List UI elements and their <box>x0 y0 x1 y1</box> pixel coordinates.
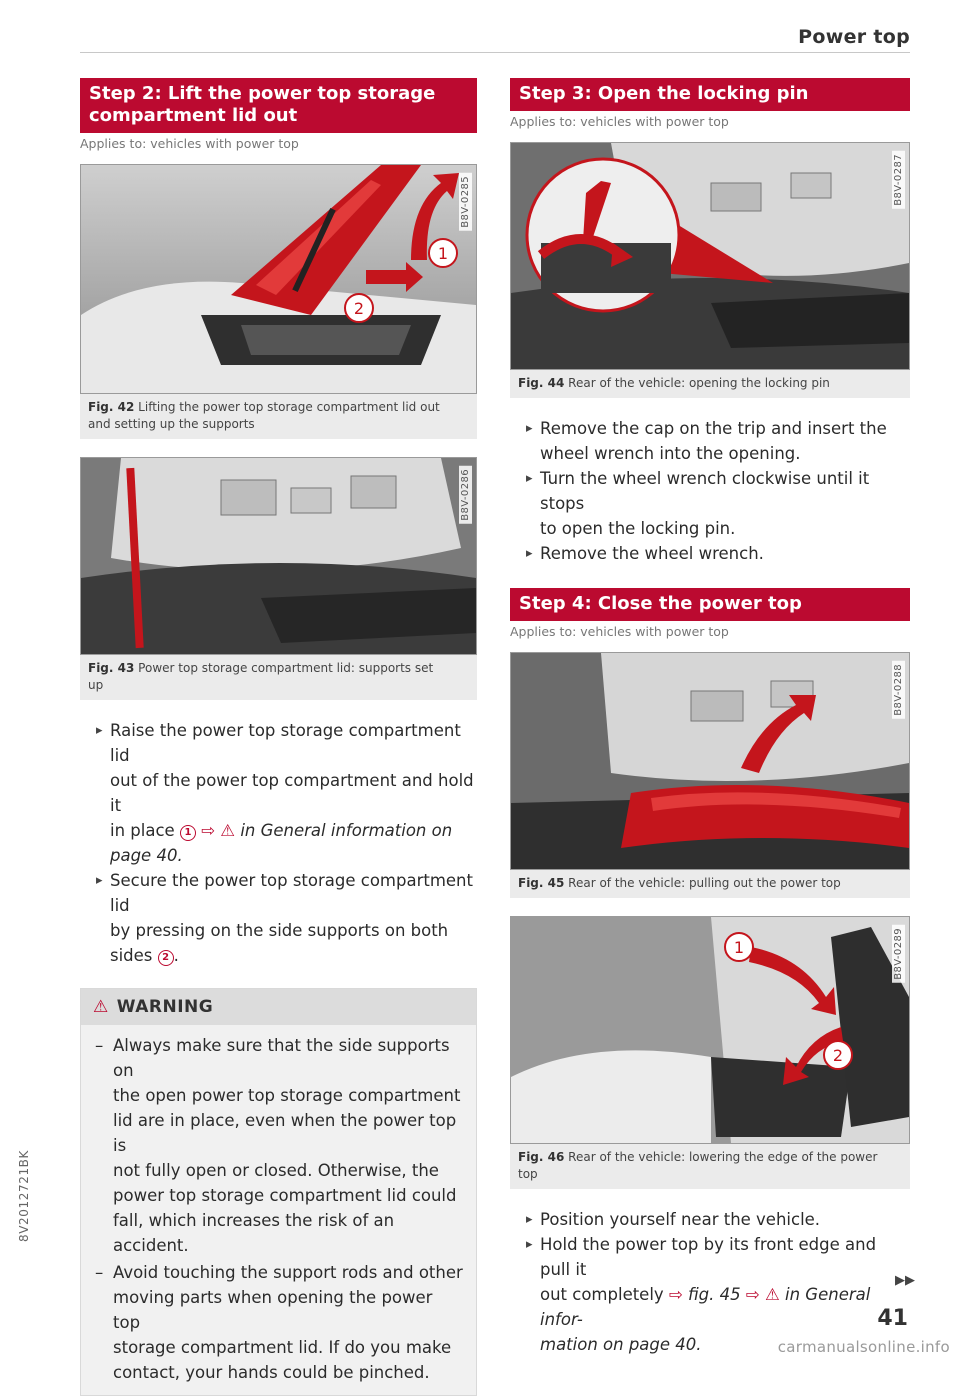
figure-43-image <box>80 457 477 655</box>
warning-1-line2: the open power top storage compartment <box>113 1086 461 1105</box>
fig42-callout-1: 1 <box>437 244 449 263</box>
step2-b1-ref-a[interactable]: in General information on <box>240 821 453 840</box>
warning-2-line2: moving parts when opening the power top <box>113 1288 433 1332</box>
figure-46-text-line1: Rear of the vehicle: lowering the edge of the power <box>568 1150 878 1164</box>
figure-43-code: B8V-0286 <box>459 466 472 524</box>
figure-46-text-line2: top <box>518 1167 538 1181</box>
figure-42-code: B8V-0285 <box>459 173 472 231</box>
figure-46-code: B8V-0289 <box>892 925 905 983</box>
figure-42 <box>80 164 477 439</box>
warning-heading-text: WARNING <box>116 997 214 1017</box>
fig42-callout-2: 2 <box>353 299 365 318</box>
warning-1-line4: not fully open or closed. Otherwise, the <box>113 1161 439 1180</box>
step3-instruction-1 <box>510 416 910 466</box>
step2-b1-ref-b[interactable]: page 40. <box>110 846 183 865</box>
figure-43-illustration <box>81 458 476 654</box>
figure-42-image <box>80 164 477 394</box>
warning-2-line4: contact, your hands could be pinched. <box>113 1363 430 1382</box>
step2-b2-suffix: . <box>173 946 179 965</box>
callout-ref-1: 1 <box>180 825 196 841</box>
figure-45-code: B8V-0288 <box>892 661 905 719</box>
figure-46-illustration <box>511 917 909 1143</box>
warning-triangle-icon: ⚠ <box>220 821 236 840</box>
step3-b3-line1: Remove the wheel wrench. <box>540 544 764 563</box>
figure-45 <box>510 652 910 898</box>
warning-item-2 <box>93 1260 464 1385</box>
figure-44-image <box>510 142 910 370</box>
figure-46-caption <box>510 1144 910 1185</box>
step3-heading: Step 3: Open the locking pin <box>510 78 910 111</box>
step4-b2-ref-b[interactable]: mation on page 40. <box>540 1335 702 1354</box>
fig45-ref-link[interactable]: fig. 45 <box>688 1285 741 1304</box>
step2-b2-line2: by pressing on the side supports on both <box>110 921 449 940</box>
warning-1-line1: Always make sure that the side supports on <box>113 1036 450 1080</box>
step4-instructions <box>510 1207 910 1357</box>
figure-45-illustration <box>511 653 909 869</box>
step2-instruction-2 <box>80 868 477 968</box>
warning-2-line3: storage compartment lid. If do you make <box>113 1338 452 1357</box>
step2-b1-line1: Raise the power top storage compartment lid <box>110 721 461 765</box>
figure-46-image <box>510 916 910 1144</box>
step2-b2-line1: Secure the power top storage compartment lid <box>110 871 473 915</box>
cross-ref-arrow-icon[interactable]: ⇨ <box>201 821 216 840</box>
figure-43 <box>80 457 477 700</box>
step3-b2-line2: to open the locking pin. <box>540 519 736 538</box>
cross-ref-arrow-icon[interactable]: ⇨ <box>745 1285 760 1304</box>
step4-applies: Applies to: vehicles with power top <box>510 624 729 639</box>
figure-44-text: Rear of the vehicle: opening the locking pin <box>568 376 830 390</box>
warning-box <box>80 988 477 1396</box>
warning-1-line3: lid are in place, even when the power top is <box>113 1111 457 1155</box>
step4-b2-ref-a[interactable]: in General infor- <box>540 1285 871 1329</box>
figure-42-illustration <box>81 165 476 393</box>
step2-instructions <box>80 718 477 968</box>
step4-instruction-1 <box>510 1207 910 1232</box>
continue-arrow-icon: ▶▶ <box>895 1273 915 1288</box>
figure-43-text-line2: up <box>88 678 104 692</box>
step3-instructions <box>510 416 910 566</box>
cross-ref-arrow-icon[interactable]: ⇨ <box>668 1285 683 1304</box>
step4-b2-line1: Hold the power top by its front edge and pull it <box>540 1235 877 1279</box>
step4-b2-line2: out completely <box>540 1285 664 1304</box>
callout-ref-2: 2 <box>158 950 174 966</box>
watermark: carmanualsonline.info <box>777 1338 950 1356</box>
fig46-callout-1: 1 <box>733 938 745 957</box>
figure-45-image <box>510 652 910 870</box>
warning-body <box>81 1025 476 1395</box>
step2-heading <box>80 78 477 133</box>
step4-b1: Position yourself near the vehicle. <box>540 1210 821 1229</box>
figure-44-code: B8V-0287 <box>892 151 905 209</box>
step4-heading: Step 4: Close the power top <box>510 588 910 621</box>
step3-b1-line1: Remove the cap on the trip and insert the <box>540 419 887 438</box>
figure-42-caption <box>80 394 477 435</box>
figure-44-label: Fig. 44 <box>518 376 565 390</box>
warning-2-line1: Avoid touching the support rods and other <box>113 1263 463 1282</box>
warning-heading <box>81 989 476 1025</box>
figure-44 <box>510 142 910 398</box>
figure-42-label: Fig. 42 <box>88 400 135 414</box>
header-rule <box>80 52 910 53</box>
section-title: Power top <box>798 26 910 48</box>
figure-43-text-line1: Power top storage compartment lid: supports set <box>138 661 434 675</box>
document-code: 8V2012721BK <box>17 1150 31 1242</box>
figure-44-caption <box>510 370 910 394</box>
right-column <box>510 78 910 1357</box>
step2-heading-line2: compartment lid out <box>89 105 298 126</box>
figure-43-label: Fig. 43 <box>88 661 135 675</box>
figure-43-caption <box>80 655 477 696</box>
step3-applies: Applies to: vehicles with power top <box>510 114 729 129</box>
warning-triangle-icon: ⚠ <box>764 1285 780 1304</box>
left-column <box>80 78 477 1396</box>
figure-45-text: Rear of the vehicle: pulling out the power top <box>568 876 841 890</box>
warning-triangle-icon: ⚠ <box>93 997 109 1017</box>
step3-instruction-2 <box>510 466 910 541</box>
step2-b1-line3: in place <box>110 821 175 840</box>
step3-b2-line1: Turn the wheel wrench clockwise until it stops <box>540 469 870 513</box>
figure-44-illustration <box>511 143 909 369</box>
step3-b1-line2: wheel wrench into the opening. <box>540 444 801 463</box>
figure-45-label: Fig. 45 <box>518 876 565 890</box>
figure-45-caption <box>510 870 910 894</box>
step2-b1-line2: out of the power top compartment and hold it <box>110 771 474 815</box>
page-number: 41 <box>877 1306 908 1331</box>
fig46-callout-2: 2 <box>832 1046 844 1065</box>
figure-46-label: Fig. 46 <box>518 1150 565 1164</box>
figure-42-text-line2: and setting up the supports <box>88 417 255 431</box>
step2-b2-line3: sides <box>110 946 153 965</box>
figure-46 <box>510 916 910 1189</box>
step2-heading-line1: Step 2: Lift the power top storage <box>89 83 436 104</box>
step3-instruction-3 <box>510 541 910 566</box>
step2-instruction-1 <box>80 718 477 868</box>
warning-1-line5: power top storage compartment lid could <box>113 1186 457 1205</box>
warning-item-1 <box>93 1033 464 1258</box>
step2-applies: Applies to: vehicles with power top <box>80 136 299 151</box>
figure-42-text-line1: Lifting the power top storage compartment lid out <box>138 400 440 414</box>
warning-1-line6: fall, which increases the risk of an accident. <box>113 1211 395 1255</box>
